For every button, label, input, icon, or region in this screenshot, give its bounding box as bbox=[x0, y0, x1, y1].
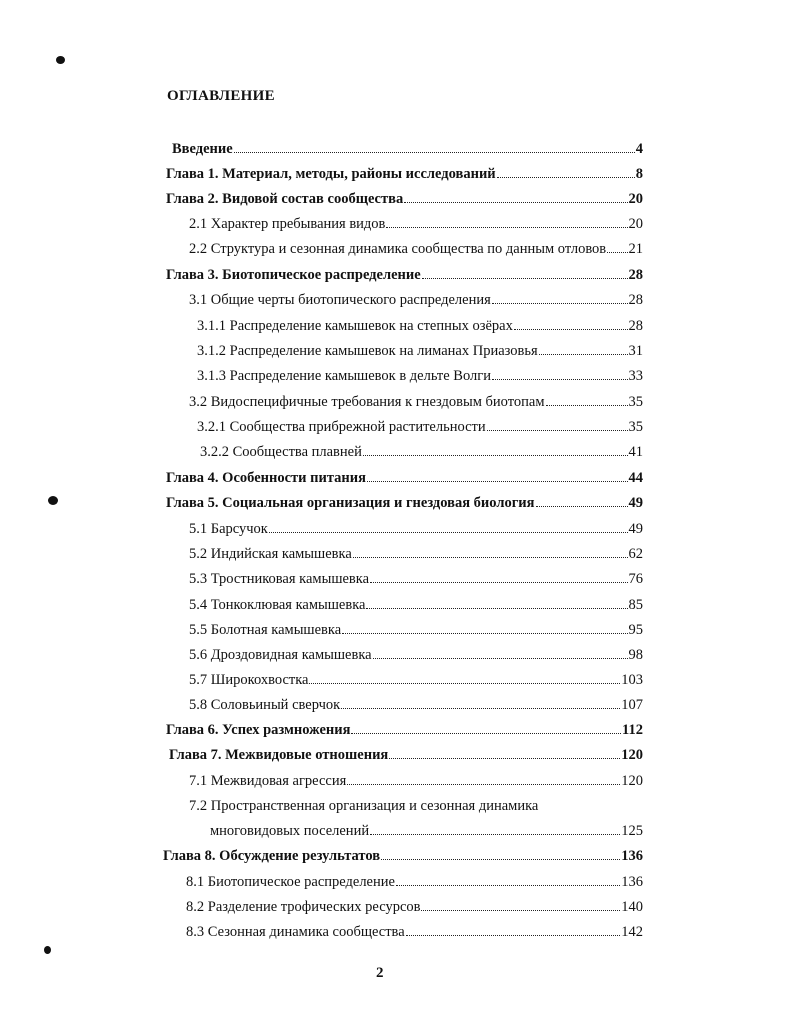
toc-entry-label: 5.4 Тонкоклювая камышевка bbox=[189, 597, 366, 613]
toc-entry bbox=[197, 341, 643, 361]
toc-entry bbox=[169, 745, 643, 765]
toc-entry bbox=[197, 417, 643, 437]
toc-entry-label: 5.7 Широкохвостка bbox=[189, 672, 309, 688]
toc-entry-page: 4 bbox=[635, 141, 643, 157]
toc-entry bbox=[189, 645, 643, 665]
toc-entry bbox=[189, 695, 643, 715]
toc-entry bbox=[163, 846, 643, 866]
toc-entry-page: 28 bbox=[628, 292, 643, 308]
toc-entry-page: 28 bbox=[628, 318, 643, 334]
toc-entry bbox=[189, 670, 643, 690]
toc-entry-label: Введение bbox=[172, 141, 233, 157]
toc-entry-label: Глава 2. Видовой состав сообщества bbox=[166, 191, 404, 207]
leader-dots bbox=[381, 859, 620, 860]
toc-entry-label: 3.1.3 Распределение камышевок в дельте Волги bbox=[197, 368, 491, 384]
leader-dots bbox=[370, 582, 627, 583]
leader-dots bbox=[404, 202, 627, 203]
toc-entry bbox=[189, 239, 643, 259]
toc-entry-page: 31 bbox=[628, 343, 643, 359]
toc-entry-label: 5.6 Дроздовидная камышевка bbox=[189, 647, 372, 663]
leader-dots bbox=[546, 405, 628, 406]
toc-entry-label: Глава 3. Биотопическое распределение bbox=[166, 267, 421, 283]
leader-dots bbox=[386, 227, 627, 228]
toc-entry bbox=[189, 519, 643, 539]
toc-entry bbox=[189, 771, 643, 791]
toc-entry-page: 136 bbox=[621, 874, 643, 890]
toc-entry bbox=[172, 139, 643, 159]
leader-dots bbox=[406, 935, 621, 936]
toc-entry-page: 35 bbox=[628, 419, 643, 435]
toc-entry-label: 3.1.2 Распределение камышевок на лиманах Приазовья bbox=[197, 343, 538, 359]
toc-entry bbox=[189, 569, 643, 589]
leader-dots bbox=[370, 834, 620, 835]
leader-dots bbox=[487, 430, 628, 431]
toc-entry-page: 112 bbox=[622, 722, 643, 738]
toc-entry-page: 120 bbox=[621, 747, 643, 763]
toc-entry bbox=[200, 442, 643, 462]
leader-dots bbox=[514, 329, 628, 330]
toc-entry-page: 20 bbox=[628, 191, 643, 207]
toc-entry-page: 76 bbox=[628, 571, 643, 587]
leader-dots bbox=[492, 303, 628, 304]
leader-dots bbox=[269, 532, 628, 533]
toc-entry bbox=[186, 872, 643, 892]
toc-entry-label: 3.2 Видоспецифичные требования к гнездовым биотопам bbox=[189, 394, 545, 410]
toc-entry-page: 140 bbox=[621, 899, 643, 915]
toc-entry-label: Глава 8. Обсуждение результатов bbox=[163, 848, 381, 864]
toc-entry bbox=[189, 595, 643, 615]
toc-entry-page: 136 bbox=[621, 848, 643, 864]
leader-dots bbox=[341, 708, 620, 709]
toc-entry-label: 3.2.2 Сообщества плавней bbox=[200, 444, 362, 460]
toc-entry-label: Глава 7. Межвидовые отношения bbox=[169, 747, 389, 763]
page-title: ОГЛАВЛЕНИЕ bbox=[167, 88, 275, 104]
toc-entry-label: 2.1 Характер пребывания видов bbox=[189, 216, 386, 232]
leader-dots bbox=[492, 379, 628, 380]
leader-dots bbox=[351, 733, 621, 734]
leader-dots bbox=[366, 608, 627, 609]
toc-entry-page: 142 bbox=[621, 924, 643, 940]
leader-dots bbox=[536, 506, 628, 507]
toc-entry-label: многовидовых поселений bbox=[210, 823, 370, 839]
toc-entry-label: 8.1 Биотопическое распределение bbox=[186, 874, 395, 890]
toc-entry-page: 107 bbox=[621, 697, 643, 713]
toc-entry-label: 2.2 Структура и сезонная динамика сообщества по данным отловов bbox=[189, 241, 607, 257]
toc-entry-label: 7.2 Пространственная организация и сезонная динамика bbox=[189, 798, 539, 814]
toc-entry-page: 120 bbox=[621, 773, 643, 789]
toc-entry-continued bbox=[189, 796, 538, 816]
toc-entry-label: 8.3 Сезонная динамика сообщества bbox=[186, 924, 405, 940]
toc-entry-label: 3.1.1 Распределение камышевок на степных озёрах bbox=[197, 318, 513, 334]
leader-dots bbox=[342, 633, 627, 634]
toc-entry-page: 41 bbox=[628, 444, 643, 460]
leader-dots bbox=[422, 278, 628, 279]
toc-entry bbox=[186, 897, 643, 917]
toc-entry-page: 8 bbox=[635, 166, 643, 182]
toc-entry-label: Глава 4. Особенности питания bbox=[166, 470, 366, 486]
toc-entry-label: 5.2 Индийская камышевка bbox=[189, 546, 352, 562]
toc-entry-page: 95 bbox=[628, 622, 643, 638]
toc-entry bbox=[197, 366, 643, 386]
toc-entry bbox=[189, 214, 643, 234]
toc-entry-page: 21 bbox=[628, 241, 643, 257]
leader-dots bbox=[353, 557, 628, 558]
toc-entry-label: 3.1 Общие черты биотопического распределения bbox=[189, 292, 491, 308]
leader-dots bbox=[607, 252, 627, 253]
toc-entry-page: 85 bbox=[628, 597, 643, 613]
page-number: 2 bbox=[376, 965, 384, 981]
toc-entry-page: 62 bbox=[628, 546, 643, 562]
toc-entry bbox=[166, 164, 643, 184]
leader-dots bbox=[497, 177, 635, 178]
toc-entry bbox=[166, 189, 643, 209]
toc-entry-page: 44 bbox=[628, 470, 643, 486]
leader-dots bbox=[367, 481, 628, 482]
toc-entry bbox=[186, 922, 643, 942]
leader-dots bbox=[347, 784, 620, 785]
toc-entry bbox=[166, 493, 643, 513]
leader-dots bbox=[363, 455, 628, 456]
toc-entry-label: 5.8 Соловьиный сверчок bbox=[189, 697, 341, 713]
toc-entry bbox=[166, 720, 643, 740]
toc-entry-label: Глава 1. Материал, методы, районы исследований bbox=[166, 166, 496, 182]
toc-entry-label: 8.2 Разделение трофических ресурсов bbox=[186, 899, 421, 915]
leader-dots bbox=[539, 354, 628, 355]
toc-entry-label: Глава 5. Социальная организация и гнездовая биология bbox=[166, 495, 535, 511]
toc-entry-label: 5.1 Барсучок bbox=[189, 521, 268, 537]
toc-entry bbox=[166, 468, 643, 488]
toc-entry-page: 20 bbox=[628, 216, 643, 232]
toc-entry-label: 3.2.1 Сообщества прибрежной растительности bbox=[197, 419, 486, 435]
toc-entry-page: 35 bbox=[628, 394, 643, 410]
toc-entry bbox=[166, 265, 643, 285]
toc-entry-page: 98 bbox=[628, 647, 643, 663]
toc-entry bbox=[189, 620, 643, 640]
leader-dots bbox=[396, 885, 620, 886]
toc-entry-label: 7.1 Межвидовая агрессия bbox=[189, 773, 347, 789]
toc-entry bbox=[197, 316, 643, 336]
leader-dots bbox=[421, 910, 620, 911]
toc-entry bbox=[189, 544, 643, 564]
leader-dots bbox=[373, 658, 628, 659]
toc-entry bbox=[189, 290, 643, 310]
toc-entry-page: 49 bbox=[628, 495, 643, 511]
toc-entry-page: 103 bbox=[621, 672, 643, 688]
leader-dots bbox=[309, 683, 620, 684]
toc-entry bbox=[189, 392, 643, 412]
toc-entry bbox=[210, 821, 643, 841]
toc-entry-label: Глава 6. Успех размножения bbox=[166, 722, 351, 738]
toc-entry-label: 5.5 Болотная камышевка bbox=[189, 622, 342, 638]
toc-entry-label: 5.3 Тростниковая камышевка bbox=[189, 571, 370, 587]
leader-dots bbox=[234, 152, 635, 153]
leader-dots bbox=[389, 758, 620, 759]
toc-entry-page: 49 bbox=[628, 521, 643, 537]
toc-entry-page: 33 bbox=[628, 368, 643, 384]
toc-entry-page: 125 bbox=[621, 823, 643, 839]
toc-entry-page: 28 bbox=[628, 267, 643, 283]
